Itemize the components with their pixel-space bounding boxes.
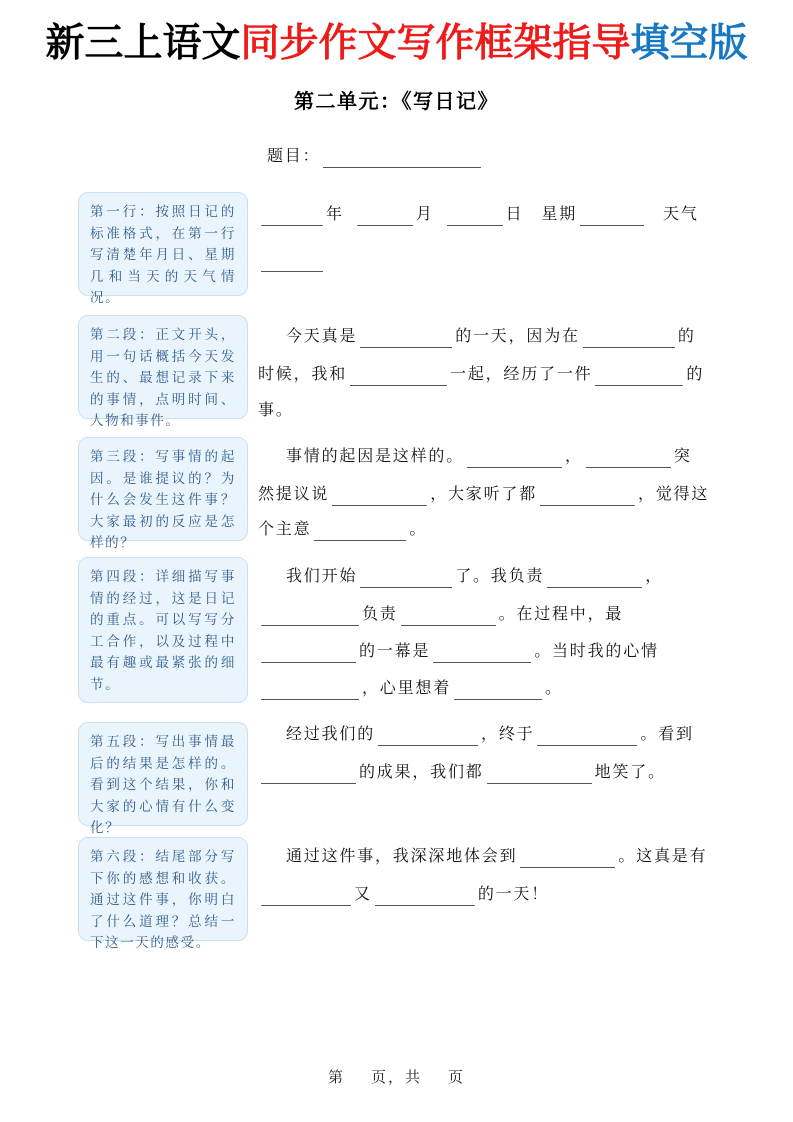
text-segment: 。 — [545, 678, 563, 697]
text-segment: 时候，我和 — [258, 364, 348, 383]
section-1-line-1 — [258, 200, 699, 228]
text-segment: 年 — [326, 204, 344, 223]
text-segment: 突 — [673, 446, 692, 465]
text-segment: 我们开始 — [286, 566, 358, 585]
text-segment: 通过这件事，我深深地体会到 — [286, 846, 518, 865]
topic-line — [267, 142, 484, 170]
text-segment: 的一天，因为在 — [455, 326, 580, 345]
section-3-note-box — [78, 437, 248, 551]
blank-underline — [401, 607, 496, 626]
text-segment: 。在过程中，最 — [498, 604, 624, 623]
text-segment: 经过我们的 — [286, 724, 376, 743]
text-segment: 今天真是 — [286, 326, 358, 345]
section-6-note-box — [78, 837, 248, 951]
text-segment: ，终于 — [481, 724, 535, 743]
text-segment: 页，共 — [370, 1069, 422, 1086]
section-2-line-1 — [258, 322, 696, 350]
blank-underline — [261, 765, 356, 784]
text-segment: 的 — [686, 364, 705, 383]
blank-underline — [586, 449, 671, 468]
unit-subtitle: 第二单元：《写日记》 — [294, 89, 499, 113]
text-segment: ， — [645, 566, 664, 585]
blank-underline — [261, 887, 351, 906]
section-3-line-3 — [258, 515, 427, 543]
title-part-black: 新三上语文 — [45, 22, 241, 65]
section-4-line-3 — [258, 637, 659, 665]
blank-underline — [433, 644, 531, 663]
text-segment: 星期 — [541, 204, 578, 223]
text-segment: 事。 — [258, 400, 294, 419]
text-segment: 。看到 — [640, 724, 694, 743]
section-5-line-2 — [258, 758, 666, 786]
blank-underline — [537, 727, 637, 746]
text-segment: ，心里想着 — [362, 678, 452, 697]
section-3-note-text: 第三段：写事情的起因。是谁提议的？为什么会发生这件事？大家最初的反应是怎样的？ — [90, 449, 236, 551]
text-segment: 的 — [677, 326, 696, 345]
text-segment: 的一天！ — [477, 884, 550, 903]
section-2-note-box — [78, 315, 248, 429]
text-segment: 又 — [354, 884, 372, 903]
blank-underline — [332, 487, 427, 506]
section-2-line-3 — [258, 398, 294, 426]
text-segment: 。 — [409, 519, 428, 538]
section-5-note-box — [78, 722, 248, 836]
text-segment: 页 — [448, 1069, 466, 1086]
text-segment: 。当时我的心情 — [534, 641, 659, 660]
blank-underline — [375, 887, 475, 906]
blank-underline — [454, 681, 542, 700]
section-4-line-2 — [258, 600, 623, 628]
blank-underline — [261, 681, 359, 700]
text-segment: 地笑了。 — [594, 762, 666, 781]
text-segment: 的一幕是 — [359, 641, 431, 660]
blank-underline — [583, 329, 675, 348]
blank-underline — [261, 644, 356, 663]
page-title — [0, 22, 793, 66]
text-segment: 然提议说 — [258, 484, 330, 503]
text-segment: 的成果，我们都 — [359, 762, 484, 781]
blank-underline — [378, 727, 478, 746]
text-segment: 了。我负责 — [455, 566, 545, 585]
blank-underline — [520, 849, 615, 868]
text-segment: 第 — [327, 1069, 345, 1086]
blank-underline — [323, 149, 481, 168]
section-3-line-2 — [258, 480, 709, 508]
blank-underline — [357, 207, 413, 226]
text-segment: ， — [565, 446, 583, 465]
section-3-line-1 — [258, 442, 692, 470]
title-part-red: 同步作文写作框架指导 — [240, 22, 631, 65]
text-segment: 一起，经历了一件 — [450, 364, 593, 383]
section-2-note-text: 第二段：正文开头，用一句话概括今天发生的、最想记录下来的事情，点明时间、人物和事件。 — [90, 327, 236, 429]
blank-underline — [547, 569, 642, 588]
section-4-note-box — [78, 557, 248, 703]
text-segment: 。这真是有 — [618, 846, 708, 865]
blank-underline — [487, 765, 592, 784]
blank-underline — [261, 607, 359, 626]
text-segment: 月 — [415, 204, 434, 223]
section-6-note-text: 第六段：结尾部分写下你的感想和收获。通过这件事，你明白了什么道理？总结一下这一天的感受。 — [90, 849, 236, 951]
blank-underline — [447, 207, 503, 226]
title-part-blue: 填空版 — [630, 22, 748, 65]
blank-underline — [314, 522, 406, 541]
blank-underline — [360, 569, 452, 588]
text-segment: 负责 — [362, 604, 398, 623]
section-6-line-1 — [258, 842, 707, 870]
blank-underline — [540, 487, 635, 506]
blank-underline — [350, 367, 447, 386]
text-segment: 天气 — [663, 204, 699, 223]
blank-underline — [261, 207, 323, 226]
section-1-line-2 — [258, 246, 326, 274]
text-segment: ，觉得这 — [638, 484, 710, 503]
blank-underline — [261, 253, 323, 272]
text-segment: ，大家听了都 — [430, 484, 538, 503]
text-segment: 个主意 — [258, 519, 312, 538]
section-1-note-box — [78, 192, 248, 306]
blank-underline — [595, 367, 683, 386]
section-5-note-text: 第五段：写出事情最后的结果是怎样的。看到这个结果，你和大家的心情有什么变化？ — [90, 734, 236, 836]
blank-underline — [580, 207, 644, 226]
section-6-line-2 — [258, 880, 549, 908]
section-4-line-4 — [258, 674, 563, 702]
section-5-line-1 — [258, 720, 694, 748]
text-segment: 事情的起因是这样的。 — [286, 446, 465, 465]
section-4-line-1 — [258, 562, 663, 590]
section-4-note-text: 第四段：详细描写事情的经过，这是日记的重点。可以写写分工合作，以及过程中最有趣或最紧张的细节。 — [90, 569, 236, 693]
text-segment: 题目： — [267, 146, 321, 165]
text-segment: 日 — [505, 204, 524, 223]
section-2-line-2 — [258, 360, 704, 388]
blank-underline — [467, 449, 562, 468]
page-footer — [0, 1066, 793, 1087]
blank-underline — [360, 329, 452, 348]
section-1-note-text: 第一行：按照日记的标准格式，在第一行写清楚年月日、星期几和当天的天气情况。 — [90, 204, 236, 306]
